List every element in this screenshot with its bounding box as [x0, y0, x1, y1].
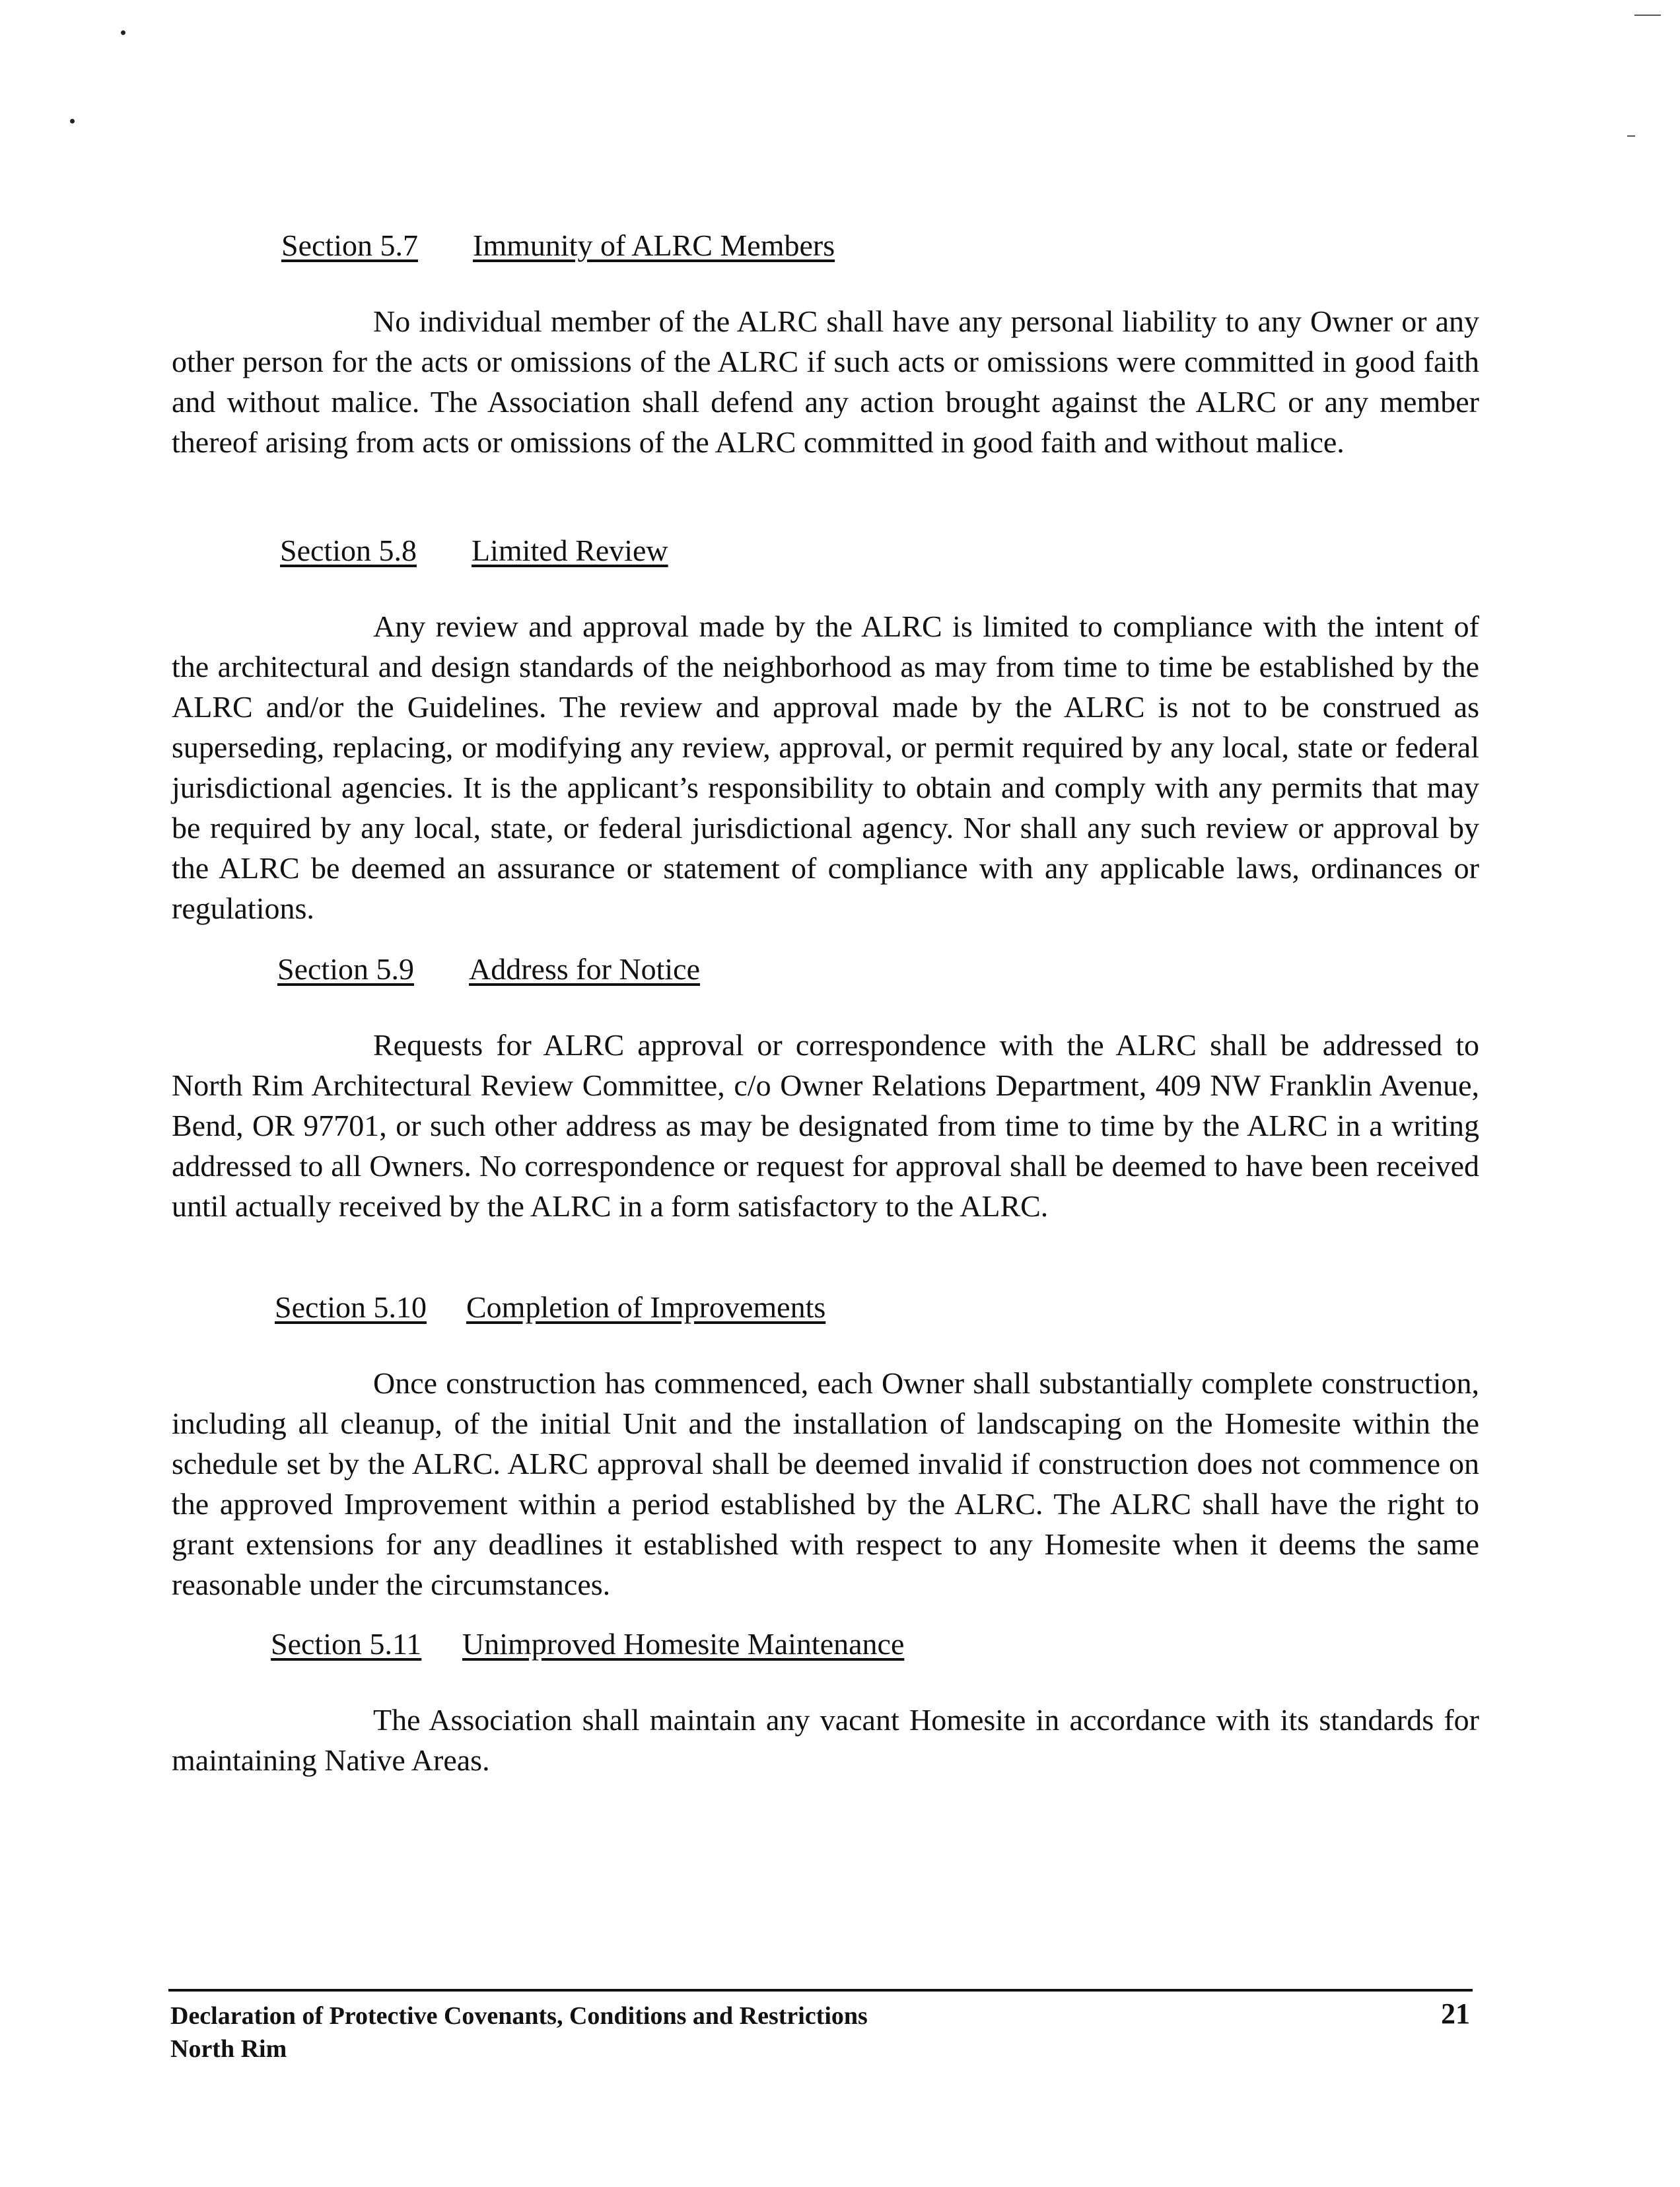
section-5-8: [172, 532, 1479, 928]
section-body: Any review and approval made by the ALRC is limited to compliance with the intent of the architectural and design standards of the neighborhood as may from time to time be established by the ALRC and/or the Guidelines. The review and approval made by the ALRC is not to be construed as superseding, replacing, or modifying any review, approval, or permit required by any local, state or federal jurisdictional agencies. It is the applicant’s responsibility to obtain and comply with any permits that may be required by any local, state, or federal jurisdictional agency. Nor shall any such review or approval by the ALRC be deemed an assurance or statement of compliance with any applicable laws, ordinances or regulations.: [172, 609, 1479, 925]
section-5-7: [172, 227, 1479, 462]
scan-dash: [1627, 135, 1635, 137]
page-number: 21: [1441, 1997, 1470, 2030]
section-title: Completion of Improvements: [466, 1290, 826, 1324]
footer-rule: [168, 1989, 1473, 1992]
section-title: Unimproved Homesite Maintenance: [462, 1627, 905, 1661]
scan-speck: [121, 30, 125, 35]
section-number: Section 5.9: [277, 952, 414, 986]
section-title: Immunity of ALRC Members: [473, 228, 835, 262]
section-heading: [271, 1626, 1479, 1663]
section-number: Section 5.11: [271, 1627, 422, 1661]
section-body: No individual member of the ALRC shall have any personal liability to any Owner or any other person for the acts or omissions of the ALRC if such acts or omissions were committed in good faith and without malice. The Association shall defend any action brought against the ALRC or any member thereof arising from acts or omissions of the ALRC committed in good faith and without malice.: [172, 304, 1479, 459]
scan-speck: [70, 119, 75, 123]
section-number: Section 5.7: [281, 228, 418, 262]
section-title: Address for Notice: [469, 952, 701, 986]
section-heading: [277, 951, 1479, 988]
footer-document-title: Declaration of Protective Covenants, Conditions and Restrictions: [170, 2002, 868, 2030]
section-heading: [280, 532, 1479, 569]
section-5-10: [172, 1289, 1479, 1605]
section-number: Section 5.8: [280, 534, 417, 567]
section-title: Limited Review: [472, 534, 668, 567]
section-body: Once construction has commenced, each Owner shall substantially complete construction, including all cleanup, of the initial Unit and the installation of landscaping on the Homesite within the schedule set by the ALRC. ALRC approval shall be deemed invalid if construction does not commence on the approved Improvement within a period established by the ALRC. The ALRC shall have the right to grant extensions for any deadlines it established with respect to any Homesite when it deems the same reasonable under the circumstances.: [172, 1366, 1479, 1601]
footer-title-block: [170, 1999, 868, 2066]
scan-dash: [1634, 15, 1661, 16]
section-5-11: [172, 1626, 1479, 1780]
section-body: Requests for ALRC approval or correspondence with the ALRC shall be addressed to North Rim Architectural Review Committee, c/o Owner Relations Department, 409 NW Franklin Avenue, Bend, OR 97701, or such other address as may be designated from time to time by the ALRC in a writing addressed to all Owners. No correspondence or request for approval shall be deemed to have been received until actually received by the ALRC in a form satisfactory to the ALRC.: [172, 1028, 1479, 1223]
section-heading: [281, 227, 1479, 264]
section-number: Section 5.10: [275, 1290, 427, 1324]
footer-project-name: North Rim: [170, 2035, 287, 2063]
section-5-9: [172, 951, 1479, 1226]
section-heading: [275, 1289, 1479, 1326]
section-body: The Association shall maintain any vacant Homesite in accordance with its standards for maintaining Native Areas.: [172, 1703, 1479, 1777]
